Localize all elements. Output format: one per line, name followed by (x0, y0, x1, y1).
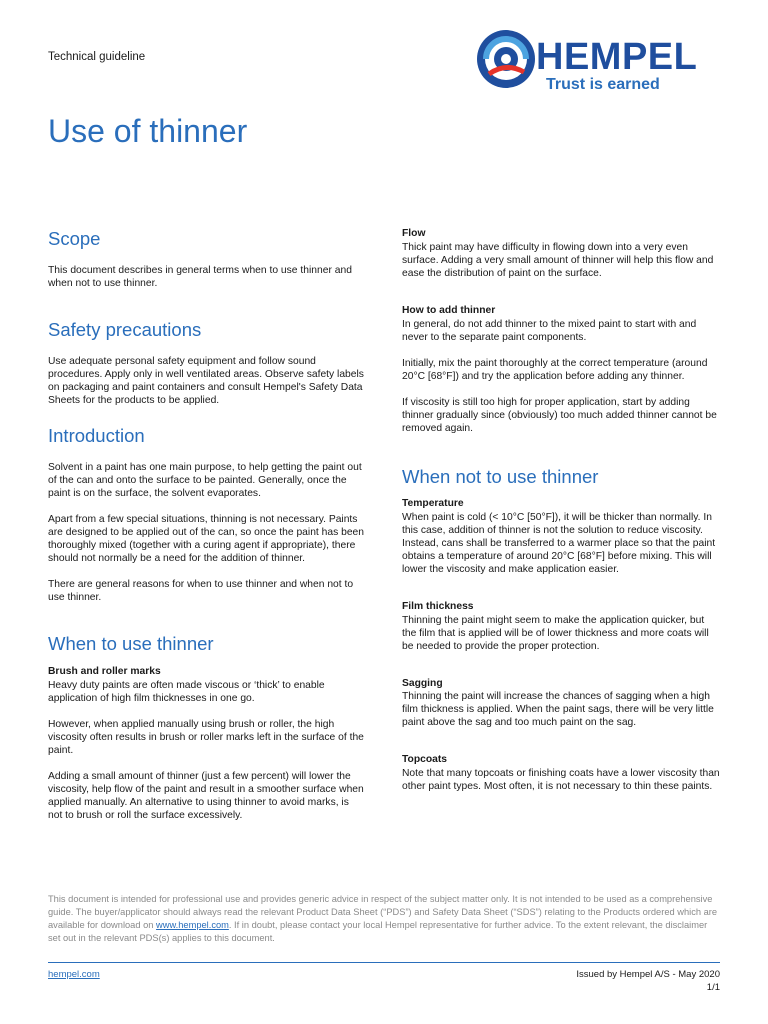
subheading-temperature: Temperature (402, 497, 464, 509)
logo-mark-icon (476, 28, 536, 90)
temperature-paragraph: When paint is cold (< 10°C [50°F]), it will be thicker than normally. In this case, addition of thinner is not the solution to reduce viscosity. Instead, cans shall be transferred to a warmer place so that the paint obtains a temperature of around 20°C [68°F] before mixing. This will lower the viscosity and make application easier. (402, 511, 716, 575)
left-column (48, 228, 366, 822)
heading-introduction: Introduction (48, 425, 145, 447)
hempel-website-link[interactable]: www.hempel.com (156, 920, 229, 930)
document-type: Technical guideline (48, 51, 146, 63)
subheading-sagging: Sagging (402, 677, 443, 689)
heading-when-not-to-use: When not to use thinner (402, 465, 599, 487)
footer-site-link[interactable]: hempel.com (48, 969, 100, 980)
sagging-paragraph: Thinning the paint will increase the chances of sagging when a high film thickness is applied. When the paint sags, there will be very little paint above the sag and too much paint on the sag. (402, 691, 714, 729)
how-paragraph-3: If viscosity is still too high for proper application, start by adding thinner gradually since (obviously) too much added thinner cannot be removed again. (402, 396, 717, 434)
heading-safety: Safety precautions (48, 319, 202, 341)
disclaimer-text-end: . If in doubt, please contact your local Hempel representative for further advice. To the extent relevant, the disclaimer set out in the relevant PDS(s) applies to this document. (48, 920, 708, 943)
subheading-how-to-add: How to add thinner (402, 304, 496, 316)
page-title: Use of thinner (48, 113, 248, 149)
disclaimer-text-start: This document is intended for professional use and provides generic advice in respect of the subject matter only. It is not intended to be used as a comprehensive guide. The buyer/applicator should always read the relevant Product Data Sheet (“PDS”) and Safety Data Sheet (“SDS”) relating to the Products ordered which are available for download on (48, 894, 718, 930)
scope-paragraph: This document describes in general terms when to use thinner and when not to use thinner. (48, 265, 352, 290)
how-paragraph-2: Initially, mix the paint thoroughly at the correct temperature (around 20°C [68°F]) and try the application before adding any thinner. (402, 357, 708, 382)
issued-by: Issued by Hempel A/S - May 2020 (576, 969, 720, 980)
intro-paragraph-3: There are general reasons for when to use thinner and when not to use thinner. (48, 578, 354, 603)
heading-when-to-use: When to use thinner (48, 632, 214, 654)
subheading-flow: Flow (402, 228, 426, 239)
footer-divider (48, 962, 720, 963)
brush-paragraph-3: Adding a small amount of thinner (just a few percent) will lower the viscosity, help flow of the paint and result in a smoother surface when applied manually. An alternative to using thinner to avoid marks, is not to brush or roll the surface excessively. (48, 770, 364, 821)
subheading-brush-roller: Brush and roller marks (48, 665, 161, 677)
subheading-topcoats: Topcoats (402, 754, 448, 766)
intro-paragraph-1: Solvent in a paint has one main purpose, to help getting the paint out of the can and onto the surface to be painted. Generally, once the paint is on the surface, the solvent evaporates. (48, 461, 362, 499)
intro-paragraph-2: Apart from a few special situations, thinning is not necessary. Paints are designed to be applied out of the can, so once the paint has been thoroughly mixed (together with a curing agent if appropriate), there should not normally be a need for the addition of thinner. (48, 513, 365, 564)
right-column (402, 228, 720, 793)
heading-scope: Scope (48, 228, 101, 249)
hempel-logo (476, 26, 726, 96)
brand-tagline: Trust is earned (546, 76, 660, 93)
disclaimer-note (48, 893, 718, 945)
safety-paragraph: Use adequate personal safety equipment and follow sound procedures. Apply only in well ventilated areas. Observe safety labels on packaging and paint containers and consult Hempel's Safety Data Sheets for the products to be applied. (48, 356, 364, 407)
film-thickness-paragraph: Thinning the paint might seem to make the application quicker, but the film that is applied will be of lower thickness and more coats will be needed to provide the proper protection. (402, 614, 709, 652)
brand-name: HEMPEL (536, 36, 698, 78)
flow-paragraph: Thick paint may have difficulty in flowing down into a very even surface. Adding a very small amount of thinner will help this flow and ease the distribution of paint on the surface. (402, 241, 714, 279)
page-number: 1/1 (706, 982, 720, 993)
brush-paragraph-2: However, when applied manually using brush or roller, the high viscosity often results in brush or roller marks left in the surface of the paint. (48, 718, 364, 756)
subheading-film-thickness: Film thickness (402, 600, 474, 612)
topcoats-paragraph: Note that many topcoats or finishing coats have a lower viscosity than other paint types. Most often, it is not necessary to thin these paints. (402, 768, 720, 793)
brush-paragraph-1: Heavy duty paints are often made viscous or ‘thick’ to enable application of high film thicknesses in one go. (48, 679, 325, 704)
how-paragraph-1: In general, do not add thinner to the mixed paint to start with and never to the separate paint components. (402, 318, 697, 343)
